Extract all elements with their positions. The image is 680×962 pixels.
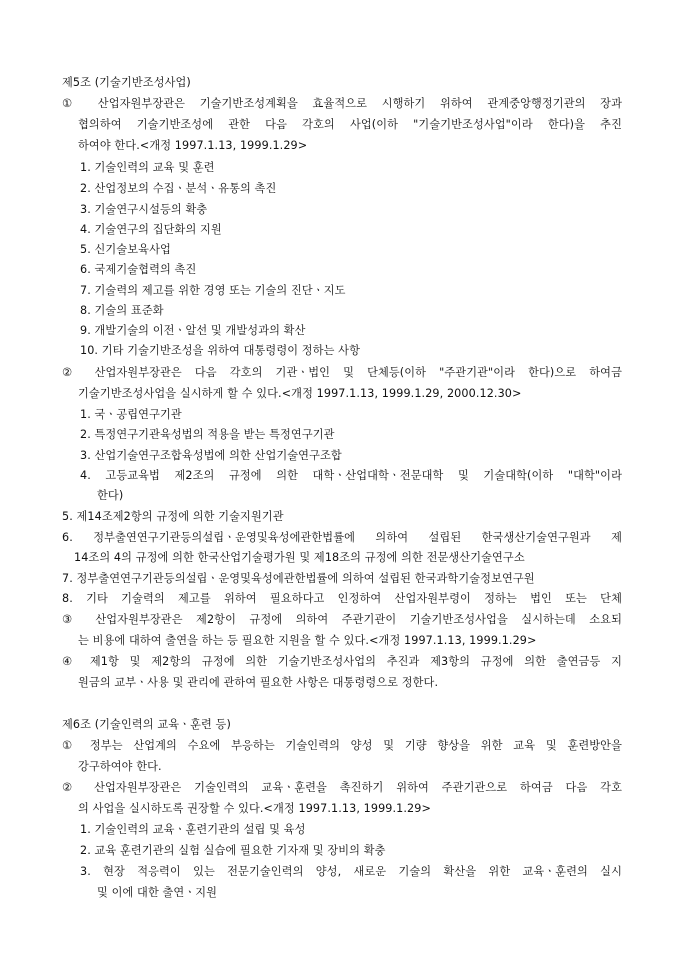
list-item: 6. 국제기술협력의 촉진 [80, 263, 197, 276]
article-6-para-2-line-2: 의 사업을 실시하도록 권장할 수 있다.<개정 1997.1.13, 1999.1.29> [78, 802, 431, 815]
article-5-para-3-line-1: ③ 산업자원부장관은 제2항이 규정에 의하여 주관기관이 기술기반조성사업을 실시하는데 소요되 [62, 613, 622, 626]
list-item: 2. 산업정보의 수집ㆍ분석ㆍ유통의 촉진 [80, 182, 277, 195]
article-5-para-1-line-1: ① 산업자원부장관은 기술기반조성계획을 효율적으로 시행하기 위하여 관계중앙행정기관의 장과 [62, 97, 622, 110]
list-item: 6. 정부출연연구기관등의설립ㆍ운영및육성에관한법률에 의하여 설립된 한국생산기술연구원과 제 [62, 531, 622, 544]
list-item: 3. 현장 적응력이 있는 전문기술인력의 양성, 새로운 기술의 확산을 위한 교육ㆍ훈련의 실시 [80, 865, 622, 878]
article-5-heading: 제5조 (기술기반조성사업) [62, 76, 191, 89]
list-item: 5. 신기술보육사업 [80, 243, 171, 256]
article-5-para-2-line-2: 기술기반조성사업을 실시하게 할 수 있다.<개정 1997.1.13, 1999.1.29, 2000.12.30> [78, 387, 522, 400]
article-6-para-2-line-1: ② 산업자원부장관은 기술인력의 교육ㆍ훈련을 촉진하기 위하여 주관기관으로 하여금 다음 각호 [62, 781, 622, 794]
list-item: 1. 기술인력의 교육 및 훈련 [80, 161, 215, 174]
list-item: 2. 교육 훈련기관의 실험 실습에 필요한 기자재 및 장비의 확충 [80, 844, 386, 857]
article-5-para-2-line-1: ② 산업자원부장관은 다음 각호의 기관ㆍ법인 및 단체등(이하 "주관기관"이라 한다)으로 하여금 [62, 366, 622, 379]
list-item: 1. 기술인력의 교육ㆍ훈련기관의 설립 및 육성 [80, 823, 306, 836]
list-item: 3. 기술연구시설등의 확충 [80, 203, 208, 216]
article-6-heading: 제6조 (기술인력의 교육ㆍ훈련 등) [62, 718, 231, 731]
list-item: 8. 기술의 표준화 [80, 304, 164, 317]
list-item: 9. 개발기술의 이전ㆍ알선 및 개발성과의 확산 [80, 324, 306, 337]
list-item: 1. 국ㆍ공립연구기관 [80, 408, 182, 421]
article-6-para-1-line-2: 강구하여야 한다. [78, 760, 162, 773]
article-5-para-1-line-2: 협의하여 기술기반조성에 관한 다음 각호의 사업(이하 "기술기반조성사업"이라 한다)을 추진 [78, 118, 622, 131]
list-item: 8. 기타 기술력의 제고를 위하여 필요하다고 인정하여 산업자원부령이 정하는 법인 또는 단체 [62, 592, 622, 605]
article-5-para-3-line-2: 는 비용에 대하여 출연을 하는 등 필요한 지원을 할 수 있다.<개정 1997.1.13, 1999.1.29> [78, 634, 537, 647]
list-item-continuation: 14조의 4의 규정에 의한 한국산업기술평가원 및 제18조의 규정에 의한 전문생산기술연구소 [74, 551, 525, 564]
article-6-para-1-line-1: ① 정부는 산업계의 수요에 부응하는 기술인력의 양성 및 기량 향상을 위한 교육 및 훈련방안을 [62, 739, 622, 752]
list-item-continuation: 및 이에 대한 출연ㆍ지원 [97, 886, 218, 899]
article-5-para-4-line-2: 원금의 교부ㆍ사용 및 관리에 관하여 필요한 사항은 대통령령으로 정한다. [78, 676, 439, 689]
list-item: 4. 고등교육법 제2조의 규정에 의한 대학ㆍ산업대학ㆍ전문대학 및 기술대학(이하 "대학"이라 [80, 469, 622, 482]
article-5-para-1-line-3: 하여야 한다.<개정 1997.1.13, 1999.1.29> [78, 139, 308, 152]
article-5-para-4-line-1: ④ 제1항 및 제2항의 규정에 의한 기술기반조성사업의 추진과 제3항의 규정에 의한 출연금등 지 [62, 655, 622, 668]
list-item: 10. 기타 기술기반조성을 위하여 대통령령이 정하는 사항 [80, 344, 360, 357]
list-item: 7. 기술력의 제고를 위한 경영 또는 기술의 진단ㆍ지도 [80, 284, 346, 297]
list-item: 5. 제14조제2항의 규정에 의한 기술지원기관 [62, 510, 284, 523]
list-item: 4. 기술연구의 집단화의 지원 [80, 223, 222, 236]
list-item: 3. 산업기술연구조합육성법에 의한 산업기술연구조합 [80, 449, 342, 462]
list-item-continuation: 한다) [97, 489, 124, 502]
list-item: 2. 특정연구기관육성법의 적용을 받는 특정연구기관 [80, 428, 335, 441]
list-item: 7. 정부출연연구기관등의설립ㆍ운영및육성에관한법률에 의하여 설립된 한국과학기술정보연구원 [62, 572, 535, 585]
